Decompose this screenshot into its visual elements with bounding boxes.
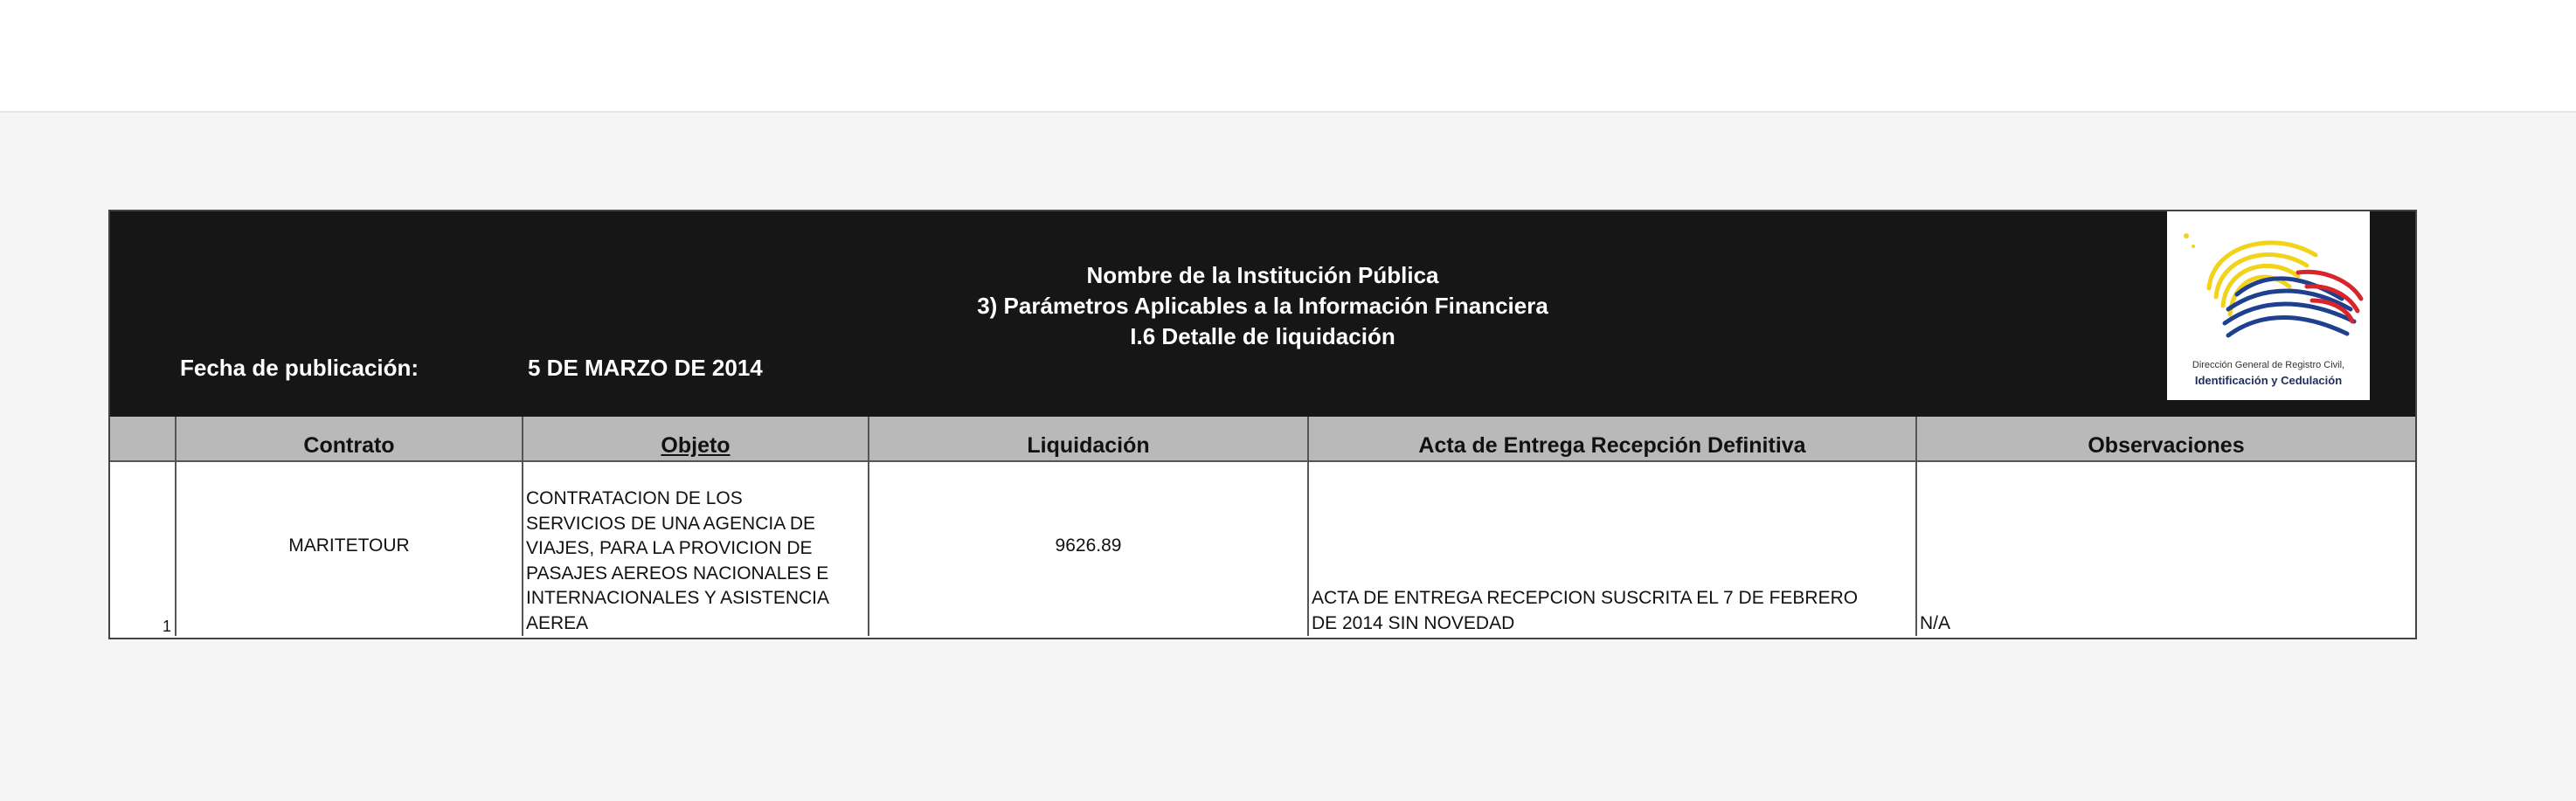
column-header-contrato: Contrato <box>177 417 523 462</box>
fingerprint-icon <box>2167 211 2370 360</box>
parameters-title: 3) Parámetros Aplicables a la Información Financiera <box>977 293 1548 319</box>
table-cell-liquidacion <box>869 462 1309 636</box>
page-divider <box>0 111 2576 113</box>
row-number-header <box>110 417 177 462</box>
publication-date: 5 DE MARZO DE 2014 <box>528 355 763 381</box>
table-cell-objeto <box>523 462 869 636</box>
table-cell-acta <box>1309 462 1917 636</box>
table-cell-contrato <box>177 462 523 636</box>
logo-text-line2: Identificación y Cedulación <box>2194 374 2343 387</box>
publication-label: Fecha de publicación: <box>180 355 419 381</box>
table-cell-observaciones <box>1917 462 2415 636</box>
institution-title: Nombre de la Institución Pública <box>1086 262 1439 288</box>
objeto-value: CONTRATACION DE LOS SERVICIOS DE UNA AGENCIA DE VIAJES, PARA LA PROVICION DE PASAJES AEREOS NACIONALES E INTERNACIONALES Y ASISTENCIA AEREA <box>526 488 829 633</box>
section-title: I.6 Detalle de liquidación <box>1130 323 1395 349</box>
column-header-acta: Acta de Entrega Recepción Definitiva <box>1309 417 1917 462</box>
column-header-liquidacion: Liquidación <box>869 417 1309 462</box>
table-row-number-cell <box>110 462 177 636</box>
contrato-value: MARITETOUR <box>288 535 410 556</box>
liquidacion-value: 9626.89 <box>1055 535 1122 556</box>
liquidation-sheet <box>108 210 2417 639</box>
logo-text-line1: Dirección General de Registro Civil, <box>2192 360 2345 370</box>
observaciones-value: N/A <box>1920 612 1951 633</box>
page-top-band <box>0 0 2576 112</box>
registro-civil-logo <box>2167 211 2370 400</box>
row-number: 1 <box>162 618 171 635</box>
column-header-objeto: Objeto <box>523 417 869 462</box>
column-header-observaciones: Observaciones <box>1917 417 2415 462</box>
sheet-header <box>110 211 2415 417</box>
acta-value: ACTA DE ENTREGA RECEPCION SUSCRITA EL 7 DE FEBRERO DE 2014 SIN NOVEDAD <box>1312 588 1859 633</box>
